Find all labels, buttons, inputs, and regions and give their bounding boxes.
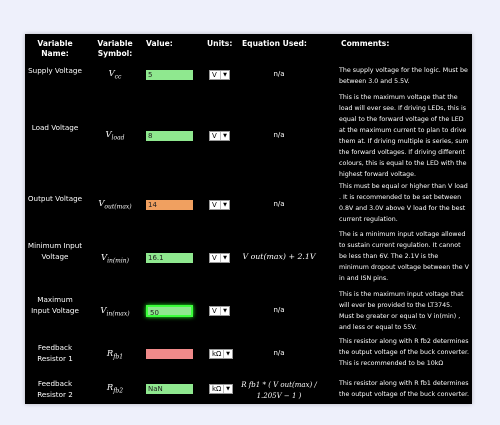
feedback-resistor-1-comment: This resistor along with R fb2 determines the output voltage of the buck converter. This is recommended to be 10kΩ bbox=[339, 338, 469, 367]
maximum-input-voltage-unit-select[interactable]: V ▼ bbox=[209, 306, 230, 316]
header-variable-name: Variable Name: bbox=[37, 39, 73, 58]
row-name-output-voltage: Output Voltage bbox=[27, 194, 83, 203]
feedback-resistor-2-unit-select[interactable]: kΩ ▼ bbox=[209, 384, 233, 394]
row-name-maximum-input-voltage: Maximum Input Voltage bbox=[31, 295, 79, 315]
feedback-resistor-1-input[interactable] bbox=[146, 349, 193, 359]
chevron-down-icon: ▼ bbox=[223, 350, 232, 358]
row-symbol-vin-min: $V_{in(min)}$ bbox=[101, 252, 129, 265]
header-value: Value: bbox=[146, 39, 173, 48]
header-variable-symbol: Variable Symbol: bbox=[97, 39, 133, 58]
row-symbol-rfb1: $R_{fb1}$ bbox=[106, 348, 124, 361]
header-comments: Comments: bbox=[341, 39, 390, 48]
row-symbol-vin-max: $V_{in(max)}$ bbox=[100, 305, 130, 318]
chevron-down-icon: ▼ bbox=[220, 71, 229, 79]
row-name-minimum-input-voltage: Minimum Input Voltage bbox=[27, 241, 83, 261]
output-voltage-unit-select[interactable]: V ▼ bbox=[209, 200, 230, 210]
output-voltage-equation: n/a bbox=[273, 200, 285, 208]
feedback-resistor-2-input[interactable]: NaN bbox=[146, 384, 193, 394]
load-voltage-equation: n/a bbox=[273, 131, 285, 139]
output-voltage-input[interactable]: 14 bbox=[146, 200, 193, 210]
load-voltage-unit-select[interactable]: V ▼ bbox=[209, 131, 230, 141]
chevron-down-icon: ▼ bbox=[220, 254, 229, 262]
supply-voltage-equation: n/a bbox=[273, 70, 285, 78]
supply-voltage-input[interactable]: 5 bbox=[146, 70, 193, 80]
feedback-resistor-2-equation: R fb1 * ( V out(max) / 1.205V − 1 ) bbox=[241, 381, 317, 400]
output-voltage-comment: This must be equal or higher than V load . It is recommended to be set between 0.8V and 3.0V above V load for the best current regulation. bbox=[339, 183, 468, 223]
chevron-down-icon: ▼ bbox=[223, 385, 232, 393]
row-name-supply-voltage: Supply Voltage bbox=[28, 66, 82, 75]
minimum-input-voltage-input[interactable]: 16.1 bbox=[146, 253, 193, 263]
feedback-resistor-1-equation: n/a bbox=[273, 349, 285, 357]
minimum-input-voltage-equation: V out(max) + 2.1V bbox=[242, 252, 316, 261]
supply-voltage-comment: The supply voltage for the logic. Must be between 3.0 and 5.5V. bbox=[339, 67, 468, 85]
maximum-input-voltage-comment: This is the maximum input voltage that will ever be provided to the LT3745. Must be greater or equal to V in(min) , and less or equal to 55V. bbox=[339, 291, 464, 331]
chevron-down-icon: ▼ bbox=[220, 132, 229, 140]
feedback-resistor-1-unit-select[interactable]: kΩ ▼ bbox=[209, 349, 233, 359]
row-symbol-vcc: $V_{cc}$ bbox=[108, 68, 122, 81]
feedback-resistor-2-comment: This resistor along with R fb1 determines the output voltage of the buck converter. bbox=[339, 380, 469, 398]
load-voltage-comment: This is the maximum voltage that the load will ever see. If driving LEDs, this is equal to the forward voltage of the LED at the maximum current to plan to drive them at. If driving multiple is series, sum the forward voltages. If driving different colours, this is equal to the LED with the highest forward voltage. bbox=[339, 94, 469, 178]
load-voltage-input[interactable]: 8 bbox=[146, 131, 193, 141]
maximum-input-voltage-input[interactable]: 50 bbox=[146, 305, 193, 317]
minimum-input-voltage-comment: The is a minimum input voltage allowed to sustain current regulation. It cannot be less than 6V. The 2.1V is the minimum dropout voltage between the V in and ISN pins. bbox=[339, 231, 469, 282]
row-symbol-vload: $V_{load}$ bbox=[105, 129, 125, 142]
supply-voltage-unit-select[interactable]: V ▼ bbox=[209, 70, 230, 80]
row-symbol-vout-max: $V_{out(max)}$ bbox=[98, 198, 132, 211]
chevron-down-icon: ▼ bbox=[220, 201, 229, 209]
minimum-input-voltage-unit-select[interactable]: V ▼ bbox=[209, 253, 230, 263]
calculator-panel bbox=[25, 34, 472, 404]
chevron-down-icon: ▼ bbox=[220, 307, 229, 315]
row-name-load-voltage: Load Voltage bbox=[31, 123, 79, 132]
maximum-input-voltage-equation: n/a bbox=[273, 306, 285, 314]
header-units: Units: bbox=[207, 39, 233, 48]
row-symbol-rfb2: $R_{fb2}$ bbox=[106, 382, 124, 395]
header-equation-used: Equation Used: bbox=[242, 39, 307, 48]
row-name-feedback-resistor-2: Feedback Resistor 2 bbox=[37, 379, 73, 399]
row-name-feedback-resistor-1: Feedback Resistor 1 bbox=[37, 343, 73, 363]
